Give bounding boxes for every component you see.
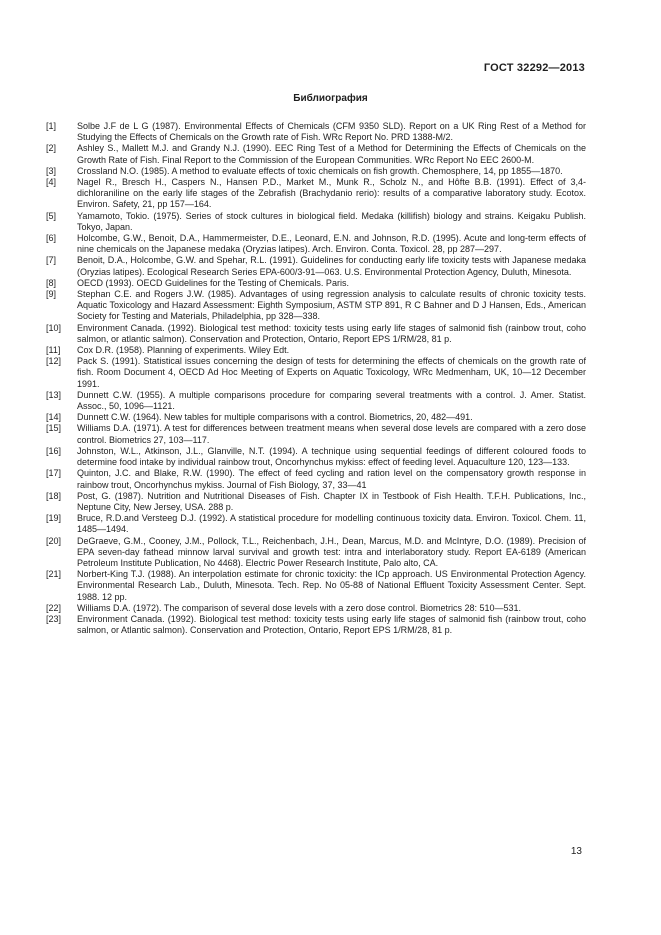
- reference-number: [7]: [46, 255, 57, 266]
- reference-item: [46, 356, 586, 390]
- reference-text: DeGraeve, G.M., Cooney, J.M., Pollock, T.L., Reichenbach, J.H., Dean, Marcus, M.D. and McIntyre, D.O. (1989). Precision of EPA seven-day fathead minnow larval survival and growth test: intra and interlaboratory study. Report EA-6189 (American Petroleum Institute Publication, No 4468). Electric Power Research Institute, Palo alto, CA.: [77, 535, 586, 568]
- reference-number: [8]: [46, 277, 57, 288]
- reference-number: [9]: [46, 289, 57, 300]
- reference-text: Cox D.R. (1958). Planning of experiments. Wiley Edt.: [77, 345, 290, 356]
- reference-text: Pack S. (1991). Statistical issues concerning the design of tests for determining the effects of chemicals on the growth rate of fish. Room Document 4, OECD Ad Hoc Meeting of Experts on Aquatic Toxicology, WRc Medmenham, UK, 10—12 December 1991.: [77, 356, 586, 389]
- reference-list: [46, 121, 586, 636]
- reference-number: [21]: [46, 569, 62, 580]
- reference-number: [22]: [46, 602, 62, 613]
- reference-number: [18]: [46, 490, 62, 501]
- reference-item: [46, 211, 586, 233]
- reference-number: [1]: [46, 121, 57, 131]
- reference-number: [12]: [46, 356, 62, 367]
- reference-text: Solbe J.F de L G (1987). Environmental Effects of Chemicals (CFM 9350 SLD). Report on a UK Ring Rest of a Method for Studying the Effects of Chemicals on the Growth rate of Fish. WRc Report No. PRD 1388-M/2.: [77, 121, 586, 143]
- reference-number: [19]: [46, 513, 62, 524]
- reference-number: [4]: [46, 177, 57, 188]
- reference-number: [16]: [46, 445, 62, 456]
- reference-text: Johnston, W.L., Atkinson, J.L., Glanville, N.T. (1994). A technique using sequential feedings of different coloured foods to determine food intake by individual rainbow trout, Oncorhynchus mykiss: effect of feeding level. Aquaculture 120, 123—133.: [77, 445, 586, 468]
- reference-number: [10]: [46, 322, 62, 333]
- standard-code: ГОСТ 32292—2013: [483, 62, 585, 74]
- bibliography-title: Библиография: [293, 93, 368, 104]
- reference-text: Environment Canada. (1992). Biological test method: toxicity tests using early life stages of salmonid fish (rainbow trout, coho salmon, or Atlantic salmon). Conservation and Protection, Ontario, Report EPS 1/RM/28, 81 p.: [77, 613, 586, 636]
- reference-item: [46, 323, 586, 345]
- reference-text: Quinton, J.C. and Blake, R.W. (1990). The effect of feed cycling and ration level on the compensatory growth response in rainbow trout, Oncorhynchus mykiss. Journal of Fish Biology, 37, 33—41: [77, 468, 586, 490]
- reference-item: [46, 569, 586, 603]
- reference-text: OECD (1993). OECD Guidelines for the Testing of Chemicals. Paris.: [77, 277, 349, 288]
- reference-item: [46, 468, 586, 490]
- reference-number: [15]: [46, 423, 62, 434]
- reference-item: [46, 166, 586, 177]
- reference-text: Bruce, R.D.and Versteeg D.J. (1992). A statistical procedure for modelling continuous toxicity data. Environ. Toxicol. Chem. 11, 1485—1494.: [77, 513, 586, 535]
- reference-item: [46, 423, 586, 445]
- reference-number: [20]: [46, 535, 62, 546]
- reference-item: [46, 390, 586, 412]
- reference-item: [46, 614, 586, 636]
- reference-text: Dunnett C.W. (1964). New tables for multiple comparisons with a control. Biometrics, 20, 482—491.: [77, 412, 473, 423]
- reference-item: [46, 278, 586, 289]
- reference-item: [46, 255, 586, 277]
- reference-number: [13]: [46, 389, 62, 400]
- reference-item: [46, 289, 586, 323]
- reference-item: [46, 233, 586, 255]
- reference-text: Williams D.A. (1971). A test for differences between treatment means when several dose levels are compared with a zero dose control. Biometrics 27, 103—117.: [77, 423, 586, 445]
- reference-item: [46, 491, 586, 513]
- reference-text: Environment Canada. (1992). Biological test method: toxicity tests using early life stages of salmonid fish (rainbow trout, coho salmon, or atlantic salmon). Conservation and Protection, Ontario, Report EPS 1/RM/28, 81 p.: [77, 322, 586, 344]
- reference-text: Ashley S., Mallett M.J. and Grandy N.J. (1990). EEC Ring Test of a Method for Determining the Effects of Chemicals on the Growth Rate of Fish. Final Report to the Commission of the European Communities. WRc Report No EEC 2600-M.: [77, 143, 586, 165]
- reference-text: Dunnett C.W. (1955). A multiple comparisons procedure for comparing several treatments with a control. J. Amer. Statist. Assoc., 50, 1096—1121.: [77, 389, 586, 412]
- reference-text: Nagel R., Bresch H., Caspers N., Hansen P.D., Market M., Munk R., Scholz N., and Hôfte B.B. (1991). Effect of 3,4-dichloraniline on the early life stages of the Zebrafish (Brachydanio rerio): results of a comparative laboratory study. Ecotox. Environ. Safety, 21, pp 157—164.: [77, 177, 586, 210]
- reference-item: [46, 345, 586, 356]
- reference-item: [46, 412, 586, 423]
- reference-number: [11]: [46, 345, 61, 356]
- reference-text: Post, G. (1987). Nutrition and Nutritional Diseases of Fish. Chapter IX in Testbook of Fish Health. T.F.H. Publications, Inc., Neptune City, New Jersey, USA. 288 p.: [77, 490, 586, 512]
- reference-number: [17]: [46, 468, 62, 479]
- reference-text: Benoit, D.A., Holcombe, G.W. and Spehar, R.L. (1991). Guidelines for conducting early life toxicity tests with Japanese medaka (Oryzias latipes). Ecological Research Series EPA-600/3-91—063. U.S. Environmental Protection Agency, Duluth, Minesota.: [77, 255, 586, 277]
- reference-item: [46, 513, 586, 535]
- reference-item: [46, 121, 586, 143]
- page-number: 13: [570, 846, 582, 857]
- reference-number: [5]: [46, 210, 57, 221]
- reference-item: [46, 177, 586, 211]
- reference-text: Norbert-King T.J. (1988). An interpolation estimate for chronic toxicity: the ICp approach. US Environmental Protection Agency. Environmental Research Lab., Duluth, Minesota. Tech. Rep. No 05-88 of National Effluent Toxicity Assessment Center. Sept. 1988. 12 pp.: [77, 569, 586, 602]
- reference-number: [23]: [46, 613, 62, 624]
- reference-text: Stephan C.E. and Rogers J.W. (1985). Advantages of using regression analysis to calculate results of chronic toxicity tests. Aquatic Toxicology and Hazard Assessment: Eighth Symposium, ASTM STP 891, R C Bahner and D J Hansen, Eds., American Society for Testing and Materials, Philadelphia, pp 328—338.: [77, 289, 586, 322]
- reference-item: [46, 446, 586, 468]
- reference-text: Williams D.A. (1972). The comparison of several dose levels with a zero dose control. Biometrics 28: 510—531.: [77, 602, 522, 613]
- reference-item: [46, 143, 586, 165]
- reference-number: [6]: [46, 233, 57, 244]
- reference-item: [46, 603, 586, 614]
- reference-text: Holcombe, G.W., Benoit, D.A., Hammermeister, D.E., Leonard, E.N. and Johnson, R.D. (1995). Acute and long-term effects of nine chemicals on the Japanese medaka (Oryzias latipes). Arch. Environ. Conta. Toxicol. 28, pp 287—297.: [77, 233, 586, 255]
- reference-text: Yamamoto, Tokio. (1975). Series of stock cultures in biological field. Medaka (killifish) biology and strains. Keigaku Publish. Tokyo, Japan.: [77, 210, 586, 232]
- reference-number: [3]: [46, 165, 57, 176]
- reference-item: [46, 536, 586, 570]
- reference-number: [14]: [46, 412, 62, 423]
- reference-text: Crossland N.O. (1985). A method to evaluate effects of toxic chemicals on fish growth. Chemosphere, 14, pp 1855—1870.: [77, 165, 563, 176]
- reference-number: [2]: [46, 143, 57, 154]
